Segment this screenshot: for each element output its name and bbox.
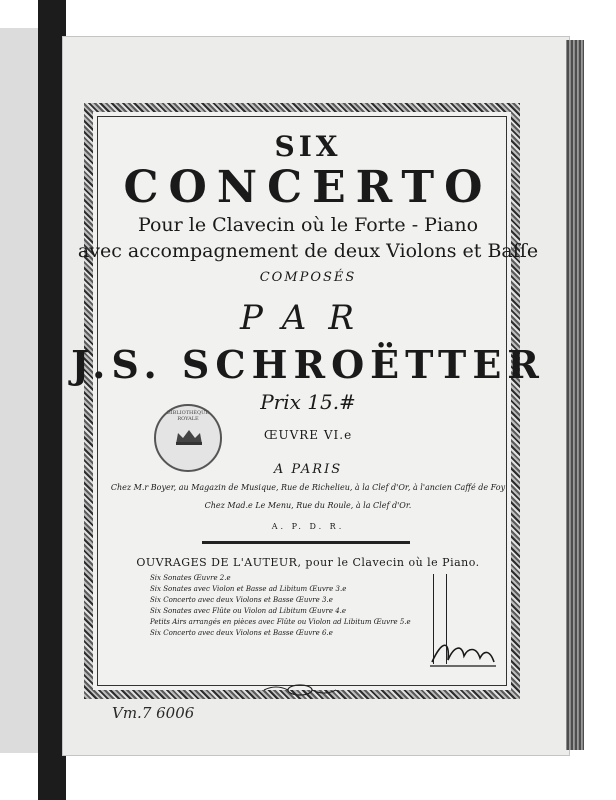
list-item: Petits Airs arrangés en pièces avec Flûte ou Violon ad Libitum Œuvre 5.e: [150, 618, 411, 626]
subtitle-instrument: Pour le Clavecin où le Forte - Piano: [137, 214, 479, 236]
works-list: [150, 573, 450, 639]
composer-name: J.S. SCHROËTTER: [71, 342, 545, 387]
publisher-city: A PARIS: [273, 462, 343, 477]
list-item: Six Concerto avec deux Violons et Basse Œuvre 6.e: [150, 629, 333, 637]
subtitle-accompaniment: avec accompagnement de deux Violons et Baſſe: [77, 240, 539, 262]
title-concerto: CONCERTO: [123, 162, 493, 213]
divider-rule: [202, 541, 410, 544]
opus-number: ŒUVRE VI.e: [263, 428, 353, 442]
price: Prix 15.#: [260, 390, 356, 414]
composes-label: COMPOSÉS: [259, 270, 357, 285]
list-item: Six Sonates avec Flûte ou Violon ad Libitum Œuvre 4.e: [150, 607, 347, 615]
privilege-mark: A. P. D. R.: [271, 522, 345, 531]
list-item: Six Sonates Œuvre 2.e: [150, 574, 231, 582]
ornament-icon: [260, 684, 340, 696]
publisher-address-1: Chez M.r Boyer, au Magazin de Musique, Rue de Richelieu, à la Clef d'Or, à l'ancien Caffé de Foy: [110, 483, 506, 492]
list-item: Six Sonates avec Violon et Basse ad Libitum Œuvre 3.e: [150, 585, 347, 593]
par-label: PAR: [240, 298, 376, 338]
crown-icon: [174, 428, 204, 446]
works-heading: OUVRAGES DE L'AUTEUR, pour le Clavecin où le Piano.: [136, 556, 480, 569]
shelfmark: Vm.7 6006: [112, 704, 195, 722]
title-six: SIX: [274, 130, 342, 163]
publisher-address-2: Chez Mad.e Le Menu, Rue du Roule, à la Clef d'Or.: [204, 501, 412, 510]
signature-icon: [428, 636, 498, 670]
list-item: Six Concerto avec deux Violons et Basse Œuvre 3.e: [150, 596, 333, 604]
stamp-text: BIBLIOTHÈQUE ROYALE: [166, 410, 210, 422]
